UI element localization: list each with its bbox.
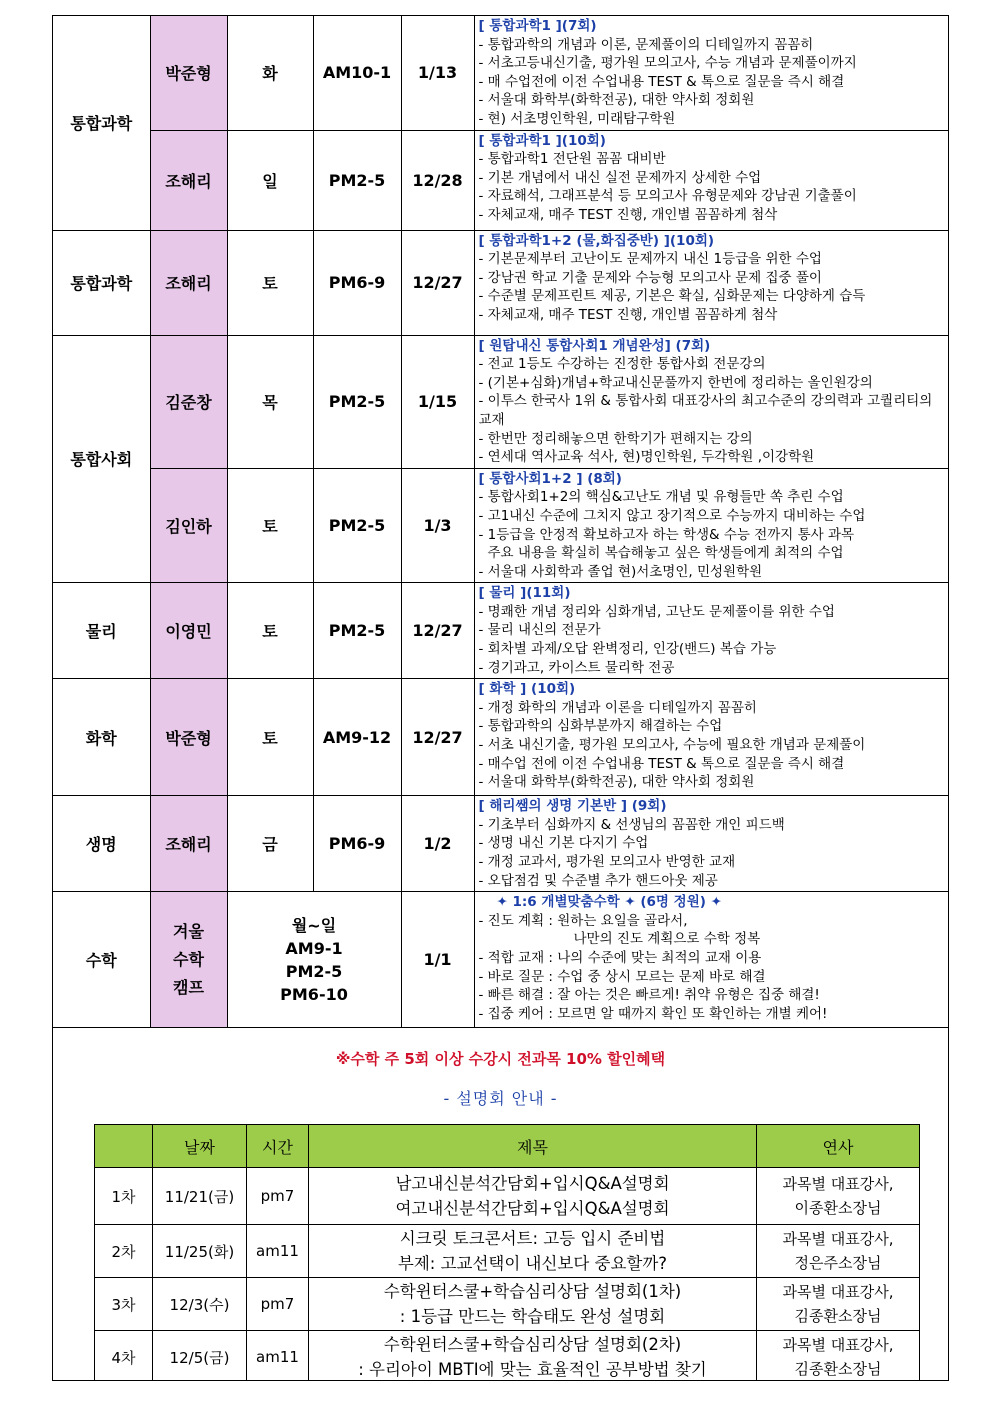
course-title: [ 해리쌤의 생명 기본반 ] (9회)	[478, 798, 667, 815]
day-cell: 일	[227, 130, 313, 230]
briefing-title: - 설명회 안내 -	[443, 1089, 558, 1109]
course-detail-line: - (기본+심화)개념+학교내신문풀까지 한번에 정리하는 올인원강의	[478, 374, 873, 391]
course-detail-line: - 전교 1등도 수강하는 진정한 통합사회 전문강의	[478, 356, 766, 373]
start-date-cell: 12/27	[401, 583, 474, 679]
start-date-cell: 1/13	[401, 16, 474, 130]
start-date-cell: 12/27	[401, 679, 474, 796]
teacher-cell: 조해리	[150, 130, 227, 230]
course-detail-line: - 현) 서초명인학원, 미래탐구학원	[478, 110, 676, 127]
teacher-cell: 조해리	[150, 230, 227, 335]
seminar-title	[309, 1168, 757, 1225]
day-time-cell	[227, 892, 401, 1028]
seminar-title-line: 수학윈터스쿨+학습심리상담 설명회(1차)	[383, 1282, 682, 1302]
start-date-cell: 1/3	[401, 468, 474, 583]
teacher-cell: 조해리	[150, 796, 227, 892]
course-description	[474, 679, 948, 796]
course-detail-line: - 수준별 문제프린트 제공, 기본은 확실, 심화문제는 다양하게 습득	[478, 288, 866, 305]
course-detail-line: 주요 내용을 확실히 복습해놓고 싶은 학생들에게 최적의 수업	[487, 545, 844, 562]
course-description	[474, 468, 948, 583]
speaker-line: 과목별 대표강사,	[782, 1230, 894, 1249]
seminar-title-line: 남고내신분석간담회+입시Q&A설명회	[395, 1174, 670, 1194]
schedule-row	[53, 16, 948, 130]
course-detail-line: - 자료해석, 그래프분석 등 모의고사 유형문제와 강남권 기출풀이	[478, 188, 857, 205]
course-detail-line: - 생명 내신 기본 다지기 수업	[478, 835, 649, 852]
seminar-title-line: 시크릿 토크콘서트: 고등 입시 준비법	[399, 1229, 666, 1249]
camp-label-line: 수학	[173, 949, 204, 969]
course-description	[474, 16, 948, 130]
course-detail-line: - 고1내신 수준에 그치지 않고 장기적으로 수능까지 대비하는 수업	[478, 507, 866, 524]
teacher-cell: 박준형	[150, 16, 227, 130]
course-title: ✦ 1:6 개별맞춤수학 ✦ (6명 정원) ✦	[496, 894, 722, 911]
course-title: [ 통합과학1+2 (물,화집중반) ](10회)	[478, 232, 715, 249]
course-detail-line: - 통합사회1+2의 핵심&고난도 개념 및 유형들만 쏙 추린 수업	[478, 489, 844, 506]
day-cell: 화	[227, 16, 313, 130]
course-detail-line: - 물리 내신의 전문가	[478, 622, 601, 639]
seminar-date: 12/3(수)	[153, 1278, 247, 1331]
course-detail-line: - 자체교재, 매주 TEST 진행, 개인별 꼼꼼하게 첨삭	[478, 206, 778, 223]
course-detail-line: - 서울대 화학부(화학전공), 대한 약사회 정회원	[478, 774, 755, 791]
subject-cell: 통합과학	[53, 230, 150, 335]
seminar-speaker	[757, 1168, 920, 1225]
camp-label-line: 캠프	[173, 977, 204, 997]
speaker-line: 과목별 대표강사,	[782, 1336, 894, 1355]
seminar-number: 3차	[95, 1278, 153, 1331]
start-date-cell: 1/2	[401, 796, 474, 892]
time-cell: AM9-12	[313, 679, 401, 796]
course-description	[474, 335, 948, 468]
time-cell: PM2-5	[313, 130, 401, 230]
seminar-table	[94, 1124, 920, 1381]
seminar-header-row	[95, 1125, 920, 1168]
course-detail-line: - 바로 질문 : 수업 중 상시 모르는 문제 바로 해결	[478, 968, 766, 985]
course-description	[474, 230, 948, 335]
speaker-line: 김종환소장님	[794, 1307, 882, 1326]
schedule-row	[53, 679, 948, 796]
schedule-table	[53, 16, 948, 1028]
time-cell: AM10-1	[313, 16, 401, 130]
course-detail-line: - 이투스 한국사 1위 & 통합사회 대표강사의 최고수준의 강의력과 고퀄리티의 교재	[478, 393, 933, 428]
seminar-time: am11	[247, 1331, 309, 1381]
info-section	[53, 1028, 948, 1381]
course-title: [ 화학 ] (10회)	[478, 681, 576, 698]
seminar-date: 11/21(금)	[153, 1168, 247, 1225]
time-slot: PM6-10	[280, 984, 348, 1004]
course-detail-line: - 개정 교과서, 평가원 모의고사 반영한 교재	[478, 854, 736, 871]
day-cell: 금	[227, 796, 313, 892]
subject-cell: 수학	[53, 892, 150, 1028]
schedule-row	[53, 796, 948, 892]
course-detail-line: - 매수업 전에 이전 수업내용 TEST & 톡으로 질문을 즉시 해결	[478, 755, 845, 772]
start-date-cell: 1/15	[401, 335, 474, 468]
course-detail-line: - 강남권 학교 기출 문제와 수능형 모의고사 문제 집중 풀이	[478, 269, 822, 286]
subject-cell: 통합과학	[53, 16, 150, 230]
course-detail-line: - 서울대 화학부(화학전공), 대한 약사회 정회원	[478, 92, 755, 109]
day-cell: 토	[227, 583, 313, 679]
seminar-title-line: 여고내신분석간담회+입시Q&A설명회	[395, 1199, 670, 1219]
schedule-row	[53, 230, 948, 335]
start-date-cell: 1/1	[401, 892, 474, 1028]
teacher-cell: 이영민	[150, 583, 227, 679]
course-detail-line: - 서울대 사회학과 졸업 현)서초명인, 민성원학원	[478, 563, 763, 580]
start-date-cell: 12/27	[401, 230, 474, 335]
course-detail-line: - 매 수업전에 이전 수업내용 TEST & 톡으로 질문을 즉시 해결	[478, 73, 845, 90]
day-range: 월~일	[291, 915, 337, 935]
seminar-number: 4차	[95, 1331, 153, 1381]
course-detail-line: - 회차별 과제/오답 완벽정리, 인강(밴드) 복습 가능	[478, 641, 777, 658]
speaker-line: 이종환소장님	[794, 1199, 882, 1218]
teacher-cell: 김준창	[150, 335, 227, 468]
start-date-cell: 12/28	[401, 130, 474, 230]
seminar-title-line: 수학윈터스쿨+학습심리상담 설명회(2차)	[383, 1335, 682, 1355]
time-cell: PM2-5	[313, 335, 401, 468]
schedule-row	[53, 335, 948, 468]
course-detail-line: - 개정 화학의 개념과 이론을 디테일까지 꼼꼼히	[478, 699, 757, 716]
seminar-title	[309, 1331, 757, 1381]
schedule-row	[53, 130, 948, 230]
teacher-cell	[150, 892, 227, 1028]
course-description	[474, 892, 948, 1028]
header-number	[95, 1125, 153, 1168]
course-detail-line: - 서초고등내신기출, 평가원 모의고사, 수능 개념과 문제풀이까지	[478, 55, 857, 72]
header-speaker: 연사	[757, 1125, 920, 1168]
day-cell: 토	[227, 679, 313, 796]
subject-cell: 생명	[53, 796, 150, 892]
subject-cell: 물리	[53, 583, 150, 679]
speaker-line: 과목별 대표강사,	[782, 1175, 894, 1194]
seminar-row	[95, 1331, 920, 1381]
time-slot: PM2-5	[285, 961, 343, 981]
course-detail-line: - 자체교재, 매주 TEST 진행, 개인별 꼼꼼하게 첨삭	[478, 306, 778, 323]
seminar-number: 2차	[95, 1225, 153, 1278]
course-detail-line: - 진도 계획 : 원하는 요일을 골라서,	[478, 912, 688, 929]
seminar-speaker	[757, 1278, 920, 1331]
camp-label-line: 겨울	[173, 921, 204, 941]
schedule-row	[53, 892, 948, 1028]
speaker-line: 김종환소장님	[794, 1360, 882, 1379]
course-title: [ 원탑내신 통합사회1 개념완성] (7회)	[478, 337, 711, 354]
seminar-date: 12/5(금)	[153, 1331, 247, 1381]
course-detail-line: - 적합 교재 : 나의 수준에 맞는 최적의 교재 이용	[478, 950, 762, 967]
header-time: 시간	[247, 1125, 309, 1168]
seminar-speaker	[757, 1331, 920, 1381]
course-detail-line: - 통합과학1 전단원 꼼꼼 대비반	[478, 151, 666, 168]
speaker-line: 정은주소장님	[794, 1254, 882, 1273]
course-detail-line: - 한번만 정리해놓으면 한학기가 편해지는 강의	[478, 430, 753, 447]
course-title: [ 통합과학1 ](10회)	[478, 132, 606, 149]
seminar-title	[309, 1225, 757, 1278]
course-description	[474, 583, 948, 679]
seminar-time: pm7	[247, 1168, 309, 1225]
seminar-time: pm7	[247, 1278, 309, 1331]
time-slot: AM9-1	[285, 938, 343, 958]
day-cell: 토	[227, 230, 313, 335]
time-cell: PM6-9	[313, 230, 401, 335]
seminar-row	[95, 1225, 920, 1278]
course-detail-line: - 1등급을 안정적 확보하고자 하는 학생& 수능 전까지 통사 과목	[478, 526, 855, 543]
document-frame	[52, 15, 949, 1381]
seminar-title	[309, 1278, 757, 1331]
seminar-row	[95, 1168, 920, 1225]
day-cell: 토	[227, 468, 313, 583]
subject-cell: 통합사회	[53, 335, 150, 583]
time-cell: PM2-5	[313, 583, 401, 679]
header-date: 날짜	[153, 1125, 247, 1168]
teacher-cell: 김인하	[150, 468, 227, 583]
schedule-row	[53, 468, 948, 583]
schedule-row	[53, 583, 948, 679]
seminar-number: 1차	[95, 1168, 153, 1225]
seminar-title-line: : 1등급 만드는 학습태도 완성 설명회	[399, 1307, 666, 1327]
subject-cell: 화학	[53, 679, 150, 796]
course-detail-line: - 통합과학의 개념과 이론, 문제풀이의 디테일까지 꼼꼼히	[478, 36, 814, 53]
course-detail-line: - 기초부터 심화까지 & 선생님의 꼼꼼한 개인 피드백	[478, 816, 785, 833]
time-cell: PM6-9	[313, 796, 401, 892]
seminar-time: am11	[247, 1225, 309, 1278]
course-detail-line: - 집중 케어 : 모르면 알 때까지 확인 또 확인하는 개별 케어!	[478, 1005, 828, 1022]
course-detail-line: - 빠른 해결 : 잘 아는 것은 빠르게! 취약 유형은 집중 해결!	[478, 987, 820, 1004]
course-detail-line: - 기본문제부터 고난이도 문제까지 내신 1등급을 위한 수업	[478, 251, 822, 268]
course-detail-line: - 기본 개념에서 내신 실전 문제까지 상세한 수업	[478, 169, 762, 186]
seminar-row	[95, 1278, 920, 1331]
seminar-speaker	[757, 1225, 920, 1278]
course-detail-line: - 통합과학의 심화부분까지 해결하는 수업	[478, 718, 723, 735]
course-title: [ 통합사회1+2 ] (8회)	[478, 470, 622, 487]
seminar-date: 11/25(화)	[153, 1225, 247, 1278]
header-title: 제목	[309, 1125, 757, 1168]
course-detail-line: - 경기과고, 카이스트 물리학 전공	[478, 659, 675, 676]
time-cell: PM2-5	[313, 468, 401, 583]
day-cell: 목	[227, 335, 313, 468]
teacher-cell: 박준형	[150, 679, 227, 796]
course-title: [ 물리 ](11회)	[478, 585, 571, 602]
speaker-line: 과목별 대표강사,	[782, 1283, 894, 1302]
course-detail-line: 나만의 진도 계획으로 수학 정복	[573, 931, 761, 948]
course-detail-line: - 명쾌한 개념 정리와 심화개념, 고난도 문제풀이를 위한 수업	[478, 603, 835, 620]
course-detail-line: - 서초 내신기출, 평가원 모의고사, 수능에 필요한 개념과 문제풀이	[478, 737, 866, 754]
course-description	[474, 796, 948, 892]
course-description	[474, 130, 948, 230]
seminar-title-line: : 우리아이 MBTI에 맞는 효율적인 공부방법 찾기	[358, 1360, 707, 1380]
course-detail-line: - 연세대 역사교육 석사, 현)명인학원, 두각학원 ,이강학원	[478, 449, 815, 466]
course-detail-line: - 오답점검 및 수준별 추가 핸드아웃 제공	[478, 872, 718, 889]
course-title: [ 통합과학1 ](7회)	[478, 18, 597, 34]
seminar-title-line: 부제: 고교선택이 내신보다 중요할까?	[397, 1254, 668, 1274]
discount-notice: ※수학 주 5회 이상 수강시 전과목 10% 할인혜택	[335, 1050, 666, 1069]
